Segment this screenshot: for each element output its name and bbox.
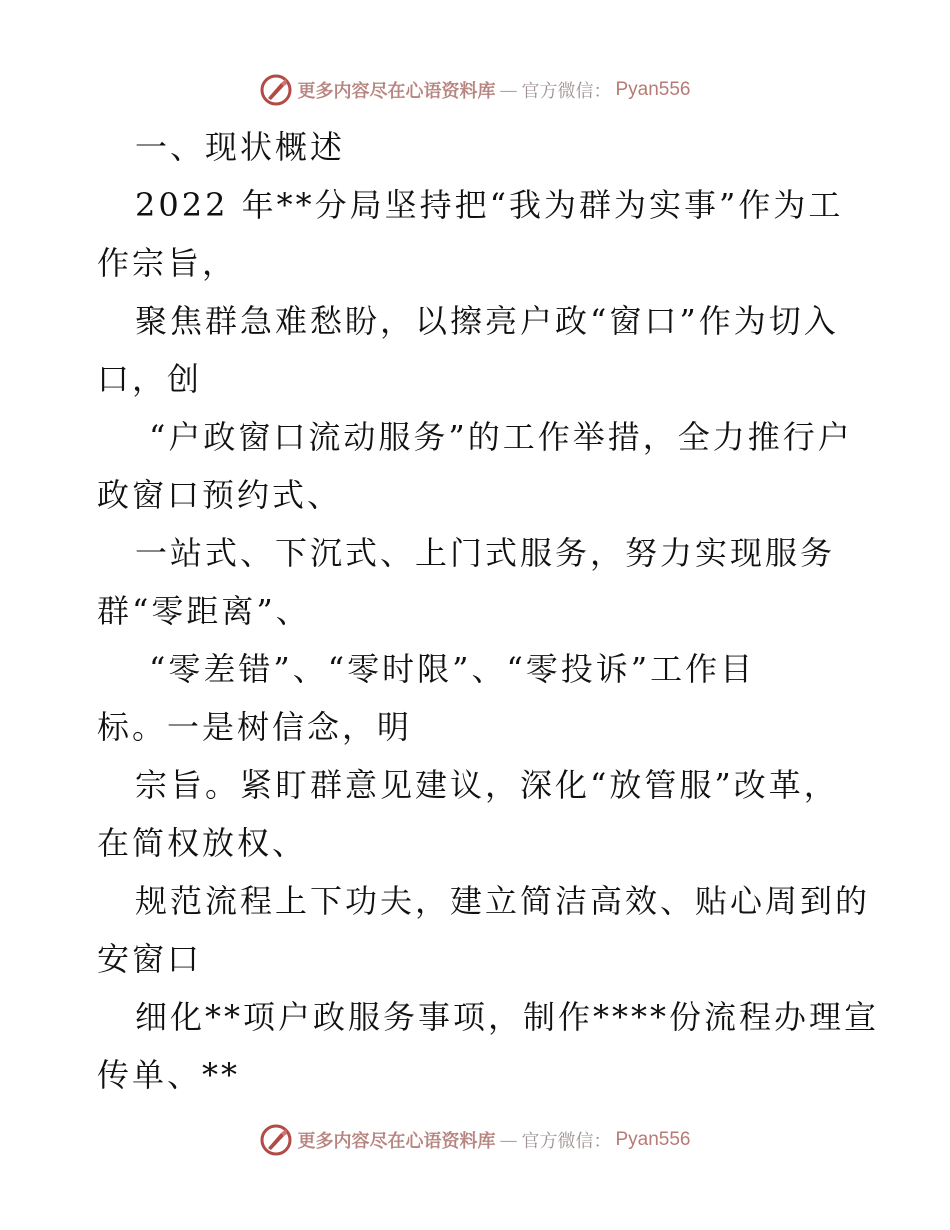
banner-site-text: 更多内容尽在心语资料库 <box>297 81 496 102</box>
paragraph-line: 聚焦群急难愁盼，以擦亮户政“窗口”作为切入 <box>135 302 839 340</box>
banner-dash: — <box>499 79 518 101</box>
banner-site-text: 更多内容尽在心语资料库 <box>297 1131 496 1152</box>
paragraph-line: 在简权放权、 <box>97 824 308 862</box>
paragraph-line: 政窗口预约式、 <box>97 476 343 514</box>
banner-wechat-label: 官方微信： <box>521 1131 612 1152</box>
paragraph-line: 安窗口 <box>97 940 203 978</box>
quill-pen-logo-icon <box>259 1123 293 1157</box>
paragraph-line: 群“零距离”、 <box>97 592 311 630</box>
banner-content <box>259 1123 690 1157</box>
header-banner <box>0 70 950 110</box>
banner-dash: — <box>499 1129 518 1151</box>
footer-banner <box>0 1120 950 1160</box>
paragraph-line: 宗旨。紧盯群意见建议，深化“放管服”改革， <box>135 766 839 804</box>
paragraph-line: 标。一是树信念，明 <box>97 708 413 746</box>
banner-wechat-id: Pyan556 <box>615 1129 691 1150</box>
paragraph-line: 传单、** <box>97 1056 241 1094</box>
quill-pen-logo-icon <box>259 73 293 107</box>
paragraph-line: “零差错”、“零时限”、“零投诉”工作目 <box>149 650 756 688</box>
paragraph-line: “户政窗口流动服务”的工作举措，全力推行户 <box>149 418 853 456</box>
section-heading: 一、现状概述 <box>135 128 346 166</box>
banner-wechat-label: 官方微信： <box>521 81 612 102</box>
paragraph-line: 口，创 <box>97 360 203 398</box>
banner-content <box>259 73 690 107</box>
paragraph-line: 作宗旨， <box>97 244 238 282</box>
banner-wechat-id: Pyan556 <box>615 79 691 100</box>
document-body <box>97 118 880 1104</box>
paragraph-line: 细化**项户政服务事项，制作****份流程办理宣 <box>135 998 880 1036</box>
paragraph-line: 2022 年**分局坚持把“我为群为实事”作为工 <box>135 186 844 224</box>
paragraph-line: 规范流程上下功夫，建立简洁高效、贴心周到的 <box>135 882 871 920</box>
paragraph-line: 一站式、下沉式、上门式服务，努力实现服务 <box>135 534 836 572</box>
